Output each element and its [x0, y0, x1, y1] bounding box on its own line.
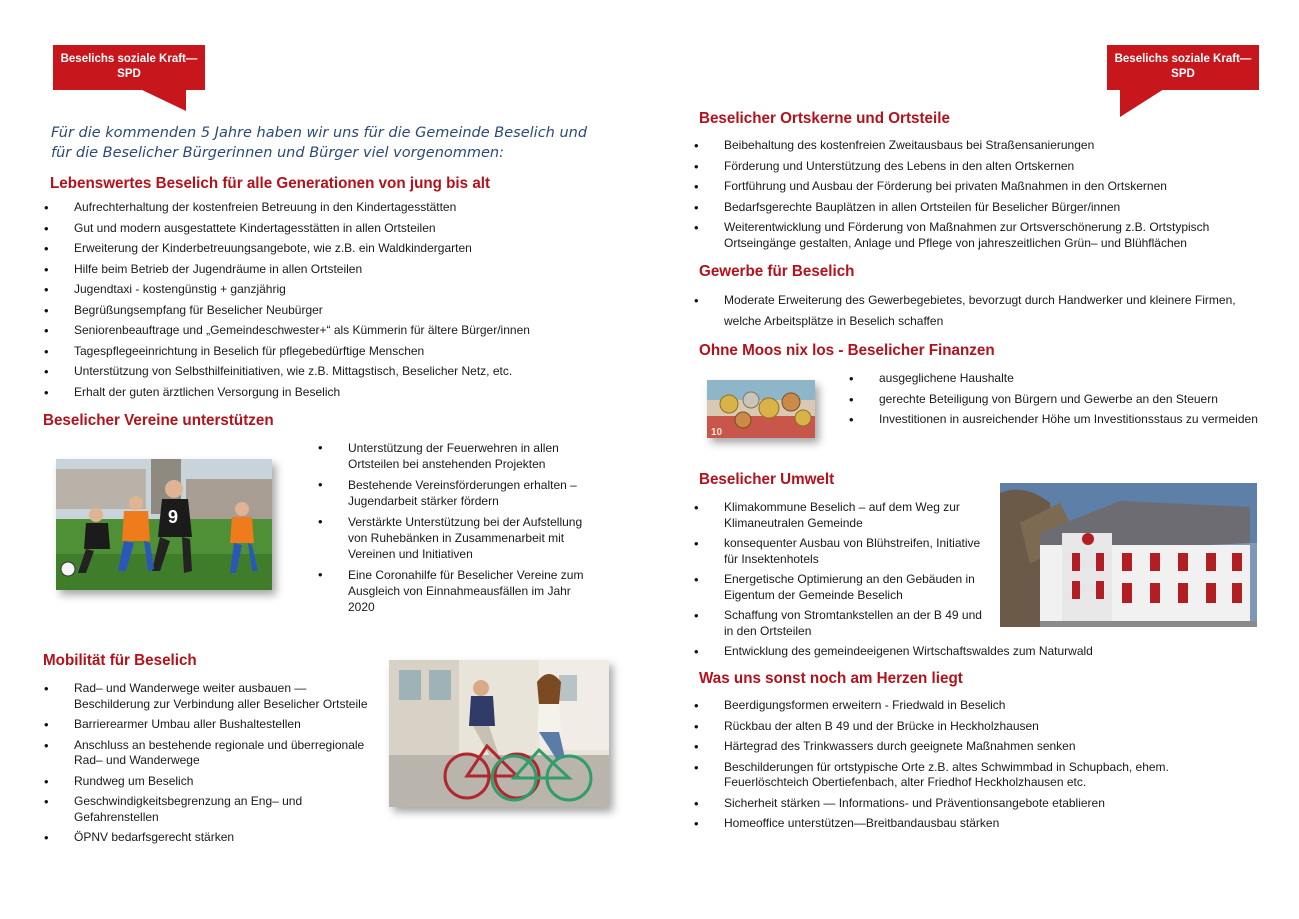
- list-item: • ausgeglichene Haushalte: [879, 371, 1259, 387]
- list-mobilitaet: [74, 681, 374, 851]
- list-item: • Moderate Erweiterung des Gewerbegebietes, bevorzugt durch Handwerker und kleinere Firmen, welche Arbeitsplätze in Beselich schaffen: [724, 290, 1244, 332]
- list-item: • Rückbau der alten B 49 und der Brücke in Heckholzhausen: [724, 719, 1249, 735]
- section-title-gewerbe: Gewerbe für Beselich: [699, 263, 855, 280]
- section-title-herzen: Was uns sonst noch am Herzen liegt: [699, 670, 963, 687]
- section-title-vereine: Beselicher Vereine unterstützen: [43, 412, 274, 429]
- list-item: • Tagespflegeeinrichtung in Beselich für pflegebedürftige Menschen: [74, 344, 534, 360]
- list-item: • Jugendtaxi - kostengünstig + ganzjährig: [74, 282, 534, 298]
- badge-tail-right: [1120, 89, 1164, 117]
- list-item: • Schaffung von Stromtankstellen an der B 49 und in den Ortsteilen: [724, 608, 994, 639]
- list-item: • Sicherheit stärken — Informations- und Präventionsangebote etablieren: [724, 796, 1249, 812]
- cyclists-photo: [389, 660, 609, 807]
- list-ortskerne: [724, 138, 1254, 256]
- list-item: • Seniorenbeauftrage und „Gemeindeschwester+“ als Kümmerin für ältere Bürger/innen: [74, 323, 534, 339]
- list-item: • Härtegrad des Trinkwassers durch geeignete Maßnahmen senken: [724, 739, 1249, 755]
- list-vereine: [348, 440, 593, 620]
- section-title-umwelt: Beselicher Umwelt: [699, 471, 835, 488]
- list-item: • Geschwindigkeitsbegrenzung an Eng– und Gefahrenstellen: [74, 794, 374, 825]
- section-title-finanzen: Ohne Moos nix los - Beselicher Finanzen: [699, 342, 995, 359]
- list-item: • Energetische Optimierung an den Gebäuden in Eigentum der Gemeinde Beselich: [724, 572, 994, 603]
- list-item: • Rundweg um Beselich: [74, 774, 374, 790]
- list-item: • Unterstützung von Selbsthilfeinitiativen, wie z.B. Mittagstisch, Beselicher Netz, etc.: [74, 364, 534, 380]
- list-item: • Beibehaltung des kostenfreien Zweitausbaus bei Straßensanierungen: [724, 138, 1254, 154]
- list-item: • Hilfe beim Betrieb der Jugendräume in allen Ortsteilen: [74, 262, 534, 278]
- list-item: • Homeoffice unterstützen—Breitbandausbau stärken: [724, 816, 1249, 832]
- list-item: • Fortführung und Ausbau der Förderung bei privaten Maßnahmen in den Ortskernen: [724, 179, 1254, 195]
- section-title-generationen: Lebenswertes Beselich für alle Generationen von jung bis alt: [50, 175, 491, 192]
- list-item: • Weiterentwicklung und Förderung von Maßnahmen zur Ortsverschönerung z.B. Ortstypisch Ortseingänge gestalten, Anlage und Pflege von jahreszeitlichen Grün– und Blühflächen: [724, 220, 1254, 251]
- list-herzen: [724, 698, 1249, 837]
- money-photo: [707, 380, 815, 438]
- jersey-number: 9: [168, 507, 179, 527]
- list-item: • Barrierearmer Umbau aller Bushaltestellen: [74, 717, 374, 733]
- section-title-ortskerne: Beselicher Ortskerne und Ortsteile: [699, 110, 950, 127]
- list-item: • Klimakommune Beselich – auf dem Weg zur Klimaneutralen Gemeinde: [724, 500, 994, 531]
- list-item: • Eine Coronahilfe für Beselicher Vereine zum Ausgleich von Einnahmeausfällen im Jahr 2020: [348, 567, 593, 615]
- list-finanzen: [879, 371, 1259, 433]
- list-item: • Begrüßungsempfang für Beselicher Neubürger: [74, 303, 534, 319]
- list-item: • Rad– und Wanderwege weiter ausbauen — Beschilderung zur Verbindung aller Beselicher Ortsteile: [74, 681, 374, 712]
- list-item: • Gut und modern ausgestattete Kindertagesstätten in allen Ortsteilen: [74, 221, 534, 237]
- list-item: • Bedarfsgerechte Bauplätzen in allen Ortsteilen für Beselicher Bürger/innen: [724, 200, 1254, 216]
- list-item: • konsequenter Ausbau von Blühstreifen, Initiative für Insektenhotels: [724, 536, 994, 567]
- list-item: • Anschluss an bestehende regionale und überregionale Rad– und Wanderwege: [74, 738, 374, 769]
- football-kids-photo: [56, 459, 272, 590]
- list-item: • Verstärkte Unterstützung bei der Aufstellung von Ruhebänken in Zusammenarbeit mit Vereinen und Initiativen: [348, 514, 593, 562]
- list-item: • Aufrechterhaltung der kostenfreien Betreuung in den Kindertagesstätten: [74, 200, 534, 216]
- list-item: • Beerdigungsformen erweitern - Friedwald in Beselich: [724, 698, 1249, 714]
- list-item: • Erhalt der guten ärztlichen Versorgung in Beselich: [74, 385, 534, 401]
- banknote-digit: 10: [711, 427, 723, 438]
- list-item: • Förderung und Unterstützung des Lebens in den alten Ortskernen: [724, 159, 1254, 175]
- badge-tail-left: [140, 89, 186, 111]
- list-item: • Erweiterung der Kinderbetreuungsangebote, wie z.B. ein Waldkindergarten: [74, 241, 534, 257]
- list-item: • Beschilderungen für ortstypische Orte z.B. altes Schwimmbad in Schupbach, ehem. Feuerlöschteich Obertiefenbach, alter Friedhof Heckholzhausen etc.: [724, 760, 1249, 791]
- list-umwelt: [724, 500, 1093, 665]
- list-item: • Unterstützung der Feuerwehren in allen Ortsteilen bei anstehenden Projekten: [348, 440, 593, 472]
- list-item: • gerechte Beteiligung von Bürgern und Gewerbe an den Steuern: [879, 392, 1259, 408]
- list-item: • Investitionen in ausreichender Höhe um Investitionsstaus zu vermeiden: [879, 412, 1259, 428]
- party-badge-right: Beselichs soziale Kraft— SPD: [1107, 45, 1259, 90]
- list-gewerbe: [724, 290, 1244, 337]
- town-hall-photo: [1000, 483, 1257, 627]
- intro-text: Für die kommenden 5 Jahre haben wir uns für die Gemeinde Beselich und für die Beselicher Bürgerinnen und Bürger viel vorgenommen:: [51, 125, 588, 161]
- list-generationen: [74, 200, 534, 405]
- list-item: • Entwicklung des gemeindeeigenen Wirtschaftswaldes zum Naturwald: [724, 644, 994, 660]
- party-badge-left: Beselichs soziale Kraft— SPD: [53, 45, 205, 90]
- list-item: • Bestehende Vereinsförderungen erhalten – Jugendarbeit stärker fördern: [348, 477, 593, 509]
- list-item: • ÖPNV bedarfsgerecht stärken: [74, 830, 374, 846]
- section-title-mobilitaet: Mobilität für Beselich: [43, 652, 197, 669]
